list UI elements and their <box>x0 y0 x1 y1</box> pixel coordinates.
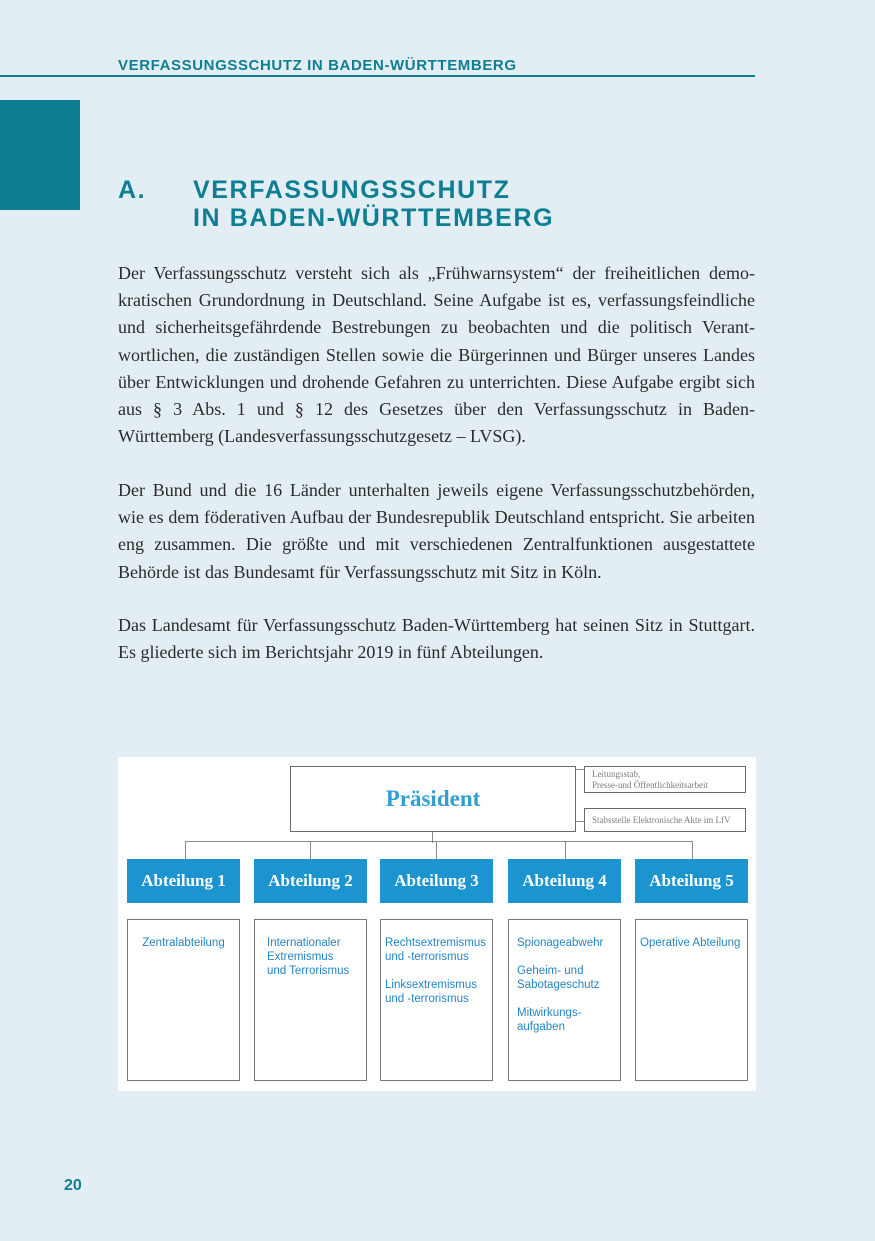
connector-dept-5 <box>692 841 693 859</box>
header-rule <box>0 75 755 77</box>
page-number: 20 <box>64 1177 82 1194</box>
department-1-details <box>127 919 240 1081</box>
department-2-details <box>254 919 367 1081</box>
department-3-item-1: Rechtsextremismus und -terrorismus <box>385 937 486 963</box>
department-1-box: Abteilung 1 <box>127 859 240 903</box>
department-1-item: Zentralabteilung <box>142 937 225 949</box>
connector-dept-4 <box>565 841 566 859</box>
department-5-item: Operative Abteilung <box>640 937 741 949</box>
running-header: VERFASSUNGSSCHUTZ IN BADEN-WÜRTTEMBERG <box>118 57 517 74</box>
body-paragraph-2: Der Bund und die 16 Länder unterhalten jeweils eigene Verfassungsschutzbehörden, wie es dem föderativen Aufbau der Bundesrepublik Deutschland entspricht. Sie arbeiten eng zusammen. Die größte und mit verschiedenen Zentralfunktionen ausgestattete Behörde ist das Bundesamt für Verfassungsschutz mit Sitz in Köln. <box>118 480 755 582</box>
department-2-box: Abteilung 2 <box>254 859 367 903</box>
department-3-details <box>380 919 493 1081</box>
president-box: Präsident <box>290 766 576 832</box>
body-paragraph-3: Das Landesamt für Verfassungsschutz Baden-Württemberg hat seinen Sitz in Stuttgart. Es gliederte sich im Berichtsjahr 2019 in fünf Abteilungen. <box>118 615 755 663</box>
department-3-item-2: Linksextremismus und -terrorismus <box>385 979 478 1005</box>
department-4-box: Abteilung 4 <box>508 859 621 903</box>
department-5-box: Abteilung 5 <box>635 859 748 903</box>
chapter-title-line-1: VERFASSUNGSSCHUTZ <box>193 176 511 204</box>
department-3-box: Abteilung 3 <box>380 859 493 903</box>
department-4-item-2: Geheim- und Sabotageschutz <box>517 965 600 991</box>
connector-dept-2 <box>310 841 311 859</box>
department-4-details <box>508 919 621 1081</box>
department-2-item: Internationaler Extremismus und Terrorismus <box>267 937 350 977</box>
chapter-number: A. <box>118 176 147 204</box>
connector-staff-2 <box>575 821 584 822</box>
chapter-title-line-2: IN BADEN-WÜRTTEMBERG <box>193 204 555 232</box>
connector-staff-1 <box>575 769 584 770</box>
chapter-side-tab <box>0 100 80 210</box>
org-chart <box>118 757 756 1091</box>
department-5-details <box>635 919 748 1081</box>
body-paragraph-1: Der Verfassungsschutz versteht sich als „Frühwarnsystem“ der freiheitlichen demokratischen Grundordnung in Deutschland. Seine Aufgabe ist es, verfassungsfeindliche und sicherheitsgefährdende Bestrebungen zu beobachten und die politisch Verantwortlichen, die zuständigen Stellen sowie die Bürgerinnen und Bürger unseres Landes über Entwicklungen und drohende Gefahren zu unterrichten. Diese Aufgabe ergibt sich aus § 3 Abs. 1 und § 12 des Gesetzes über den Verfassungsschutz in Baden-Württemberg (Landesverfassungsschutzgesetz – LVSG). <box>118 263 755 447</box>
staff-unit-leadership: Leitungsstab, Presse-und Öffentlichkeitsarbeit <box>584 766 746 793</box>
connector-dept-3 <box>436 841 437 859</box>
department-4-item-1: Spionageabwehr <box>517 937 604 949</box>
staff-unit-e-file: Stabsstelle Elektronische Akte im LfV <box>584 808 746 832</box>
connector-dept-1 <box>185 841 186 859</box>
connector-horizontal <box>185 841 693 842</box>
department-4-item-3: Mitwirkungs- aufgaben <box>517 1007 582 1033</box>
